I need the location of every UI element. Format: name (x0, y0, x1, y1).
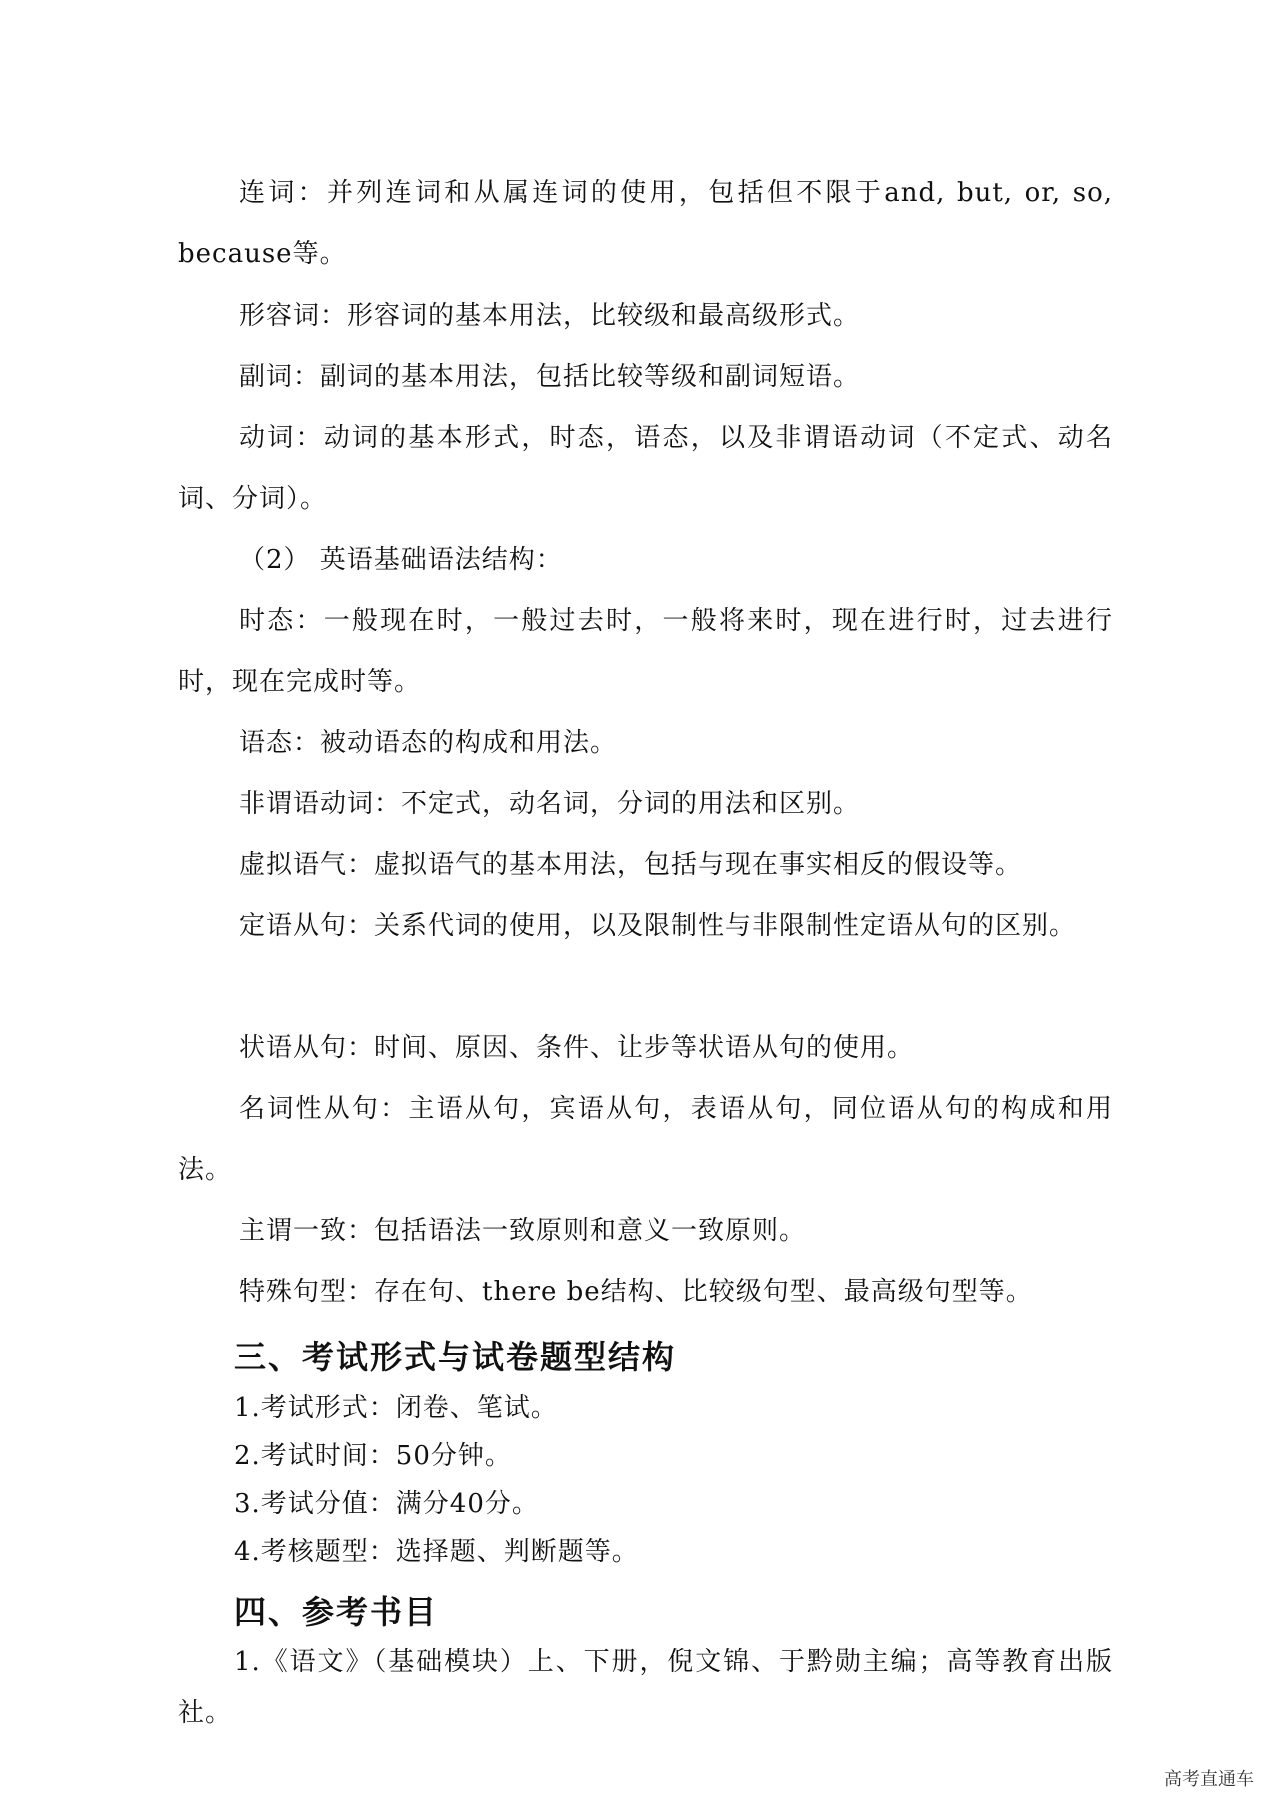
exam-format-item: 1.考试形式：闭卷、笔试。 (234, 1393, 558, 1423)
watermark-label: 高考直通车 (1160, 1763, 1258, 1793)
paragraph-nominal-clause: 名词性从句：主语从句，宾语从句，表语从句，同位语从句的构成和用法。 (178, 1094, 1113, 1185)
paragraph-adverbial-clause: 状语从句：时间、原因、条件、让步等状语从句的使用。 (239, 1033, 915, 1063)
paragraph-verbs: 动词：动词的基本形式，时态，语态，以及非谓语动词（不定式、动名词、分词）。 (178, 423, 1113, 514)
reference-item: 1.《语文》（基础模块）上、下册，倪文锦、于黔勋主编；高等教育出版社。 (178, 1647, 1113, 1728)
paragraph-subjunctive: 虚拟语气：虚拟语气的基本用法，包括与现在事实相反的假设等。 (239, 850, 1023, 880)
paragraph-special-sentences: 特殊句型：存在句、there be结构、比较级句型、最高级句型等。 (239, 1277, 1033, 1307)
exam-time-item: 2.考试时间：50分钟。 (234, 1441, 512, 1471)
paragraph-adjectives: 形容词：形容词的基本用法，比较级和最高级形式。 (239, 301, 861, 331)
paragraph-grammar-structure-title: （2） 英语基础语法结构： (239, 545, 563, 575)
paragraph-non-finite-verbs: 非谓语动词：不定式，动名词，分词的用法和区别。 (239, 789, 861, 819)
exam-question-types-item: 4.考核题型：选择题、判断题等。 (234, 1537, 639, 1567)
paragraph-agreement: 主谓一致：包括语法一致原则和意义一致原则。 (239, 1216, 807, 1246)
paragraph-tenses: 时态：一般现在时，一般过去时，一般将来时，现在进行时，过去进行时，现在完成时等。 (178, 606, 1113, 697)
exam-score-item: 3.考试分值：满分40分。 (234, 1489, 539, 1519)
section-heading-exam-format: 三、考试形式与试卷题型结构 (234, 1338, 677, 1376)
paragraph-adverbs: 副词：副词的基本用法，包括比较等级和副词短语。 (239, 362, 861, 392)
paragraph-attributive-clause: 定语从句：关系代词的使用，以及限制性与非限制性定语从句的区别。 (239, 911, 1077, 941)
paragraph-conjunctions: 连词：并列连词和从属连词的使用，包括但不限于and, but, or, so, because等。 (178, 178, 1113, 269)
paragraph-voice: 语态：被动语态的构成和用法。 (239, 728, 618, 758)
section-heading-references: 四、参考书目 (234, 1593, 439, 1631)
